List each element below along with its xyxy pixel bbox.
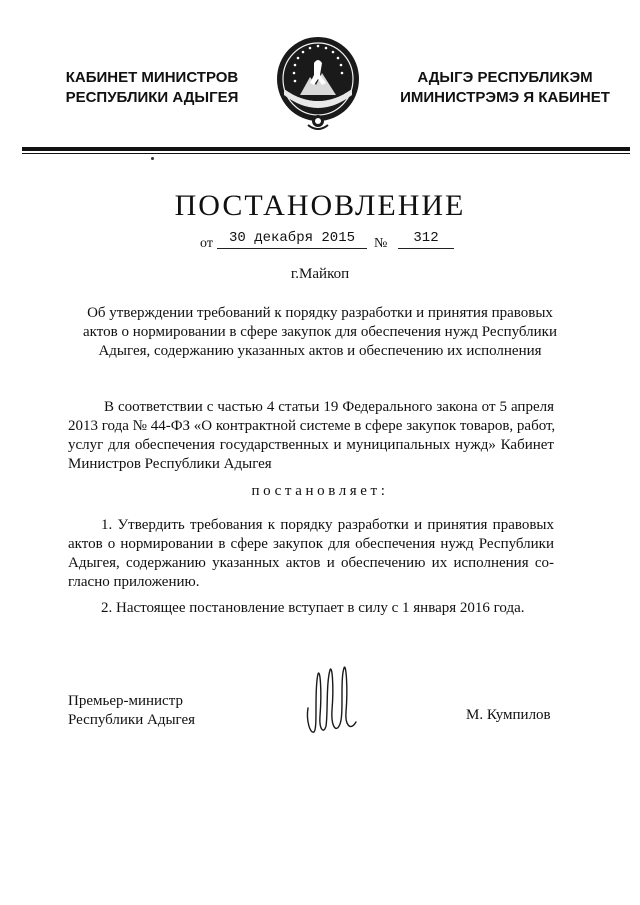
coat-of-arms-icon bbox=[270, 33, 366, 133]
document-city: г.Майкоп bbox=[290, 266, 350, 282]
signatory-name: М. Кумпилов bbox=[466, 707, 551, 723]
document-subject: Об утверждении требований к порядку разработки и принятия правовых актов о нормировании в сфере закупок для обеспечения нужд Республики Адыгея, содержанию указанных актов и обеспечению их исполнения bbox=[83, 305, 557, 359]
header-right-line1: АДЫГЭ РЕСПУБЛИКЭМ bbox=[417, 69, 593, 86]
item1-line: актов о нормировании в сфере закупок для обеспечения нужд Республики bbox=[68, 536, 554, 552]
item1-line: гласно приложению. bbox=[68, 574, 200, 590]
header-left-line2: РЕСПУБЛИКИ АДЫГЕЯ bbox=[65, 89, 239, 106]
item1-line: 1. Утвердить требования к порядку разработки и принятия правовых bbox=[101, 517, 554, 533]
header-divider-thick bbox=[22, 147, 630, 151]
scan-speck bbox=[151, 157, 154, 160]
header-left-line1: КАБИНЕТ МИНИСТРОВ bbox=[65, 69, 239, 86]
item1-line: Адыгея, содержанию указанных актов и обеспечению их исполнения со- bbox=[68, 555, 554, 571]
signatory-position-line1: Премьер-министр bbox=[68, 693, 183, 709]
resolution-item-2: 2. Настоящее постановление вступает в силу с 1 января 2016 года. bbox=[101, 600, 525, 616]
date-prefix: от bbox=[200, 236, 213, 251]
preamble-line: Министров Республики Адыгея bbox=[68, 456, 272, 472]
signatory-position-line2: Республики Адыгея bbox=[68, 712, 196, 728]
header-left-title bbox=[52, 68, 252, 108]
handwritten-signature bbox=[300, 660, 362, 740]
header-right-line2: ИМИНИСТРЭМЭ Я КАБИНЕТ bbox=[400, 89, 610, 106]
preamble-line: услуг для обеспечения государственных и муниципальных нужд» Кабинет bbox=[68, 437, 554, 453]
resolution-item-1 bbox=[68, 516, 554, 592]
header-right-title bbox=[395, 68, 615, 108]
resolves-heading: постановляет: bbox=[251, 483, 389, 499]
number-prefix: № bbox=[374, 236, 388, 251]
signatory-position bbox=[68, 692, 195, 730]
preamble-line: 2013 года № 44-ФЗ «О контрактной системе в сфере закупок товаров, работ, bbox=[68, 418, 556, 434]
date-number-line bbox=[200, 230, 460, 252]
header-divider-thin bbox=[22, 153, 630, 154]
document-number: 312 bbox=[398, 230, 454, 249]
preamble-line: В соответствии с частью 4 статьи 19 Федерального закона от 5 апреля bbox=[104, 399, 554, 415]
preamble-paragraph bbox=[68, 398, 554, 474]
document-date: 30 декабря 2015 bbox=[217, 230, 367, 249]
document-title: ПОСТАНОВЛЕНИЕ bbox=[174, 189, 466, 222]
